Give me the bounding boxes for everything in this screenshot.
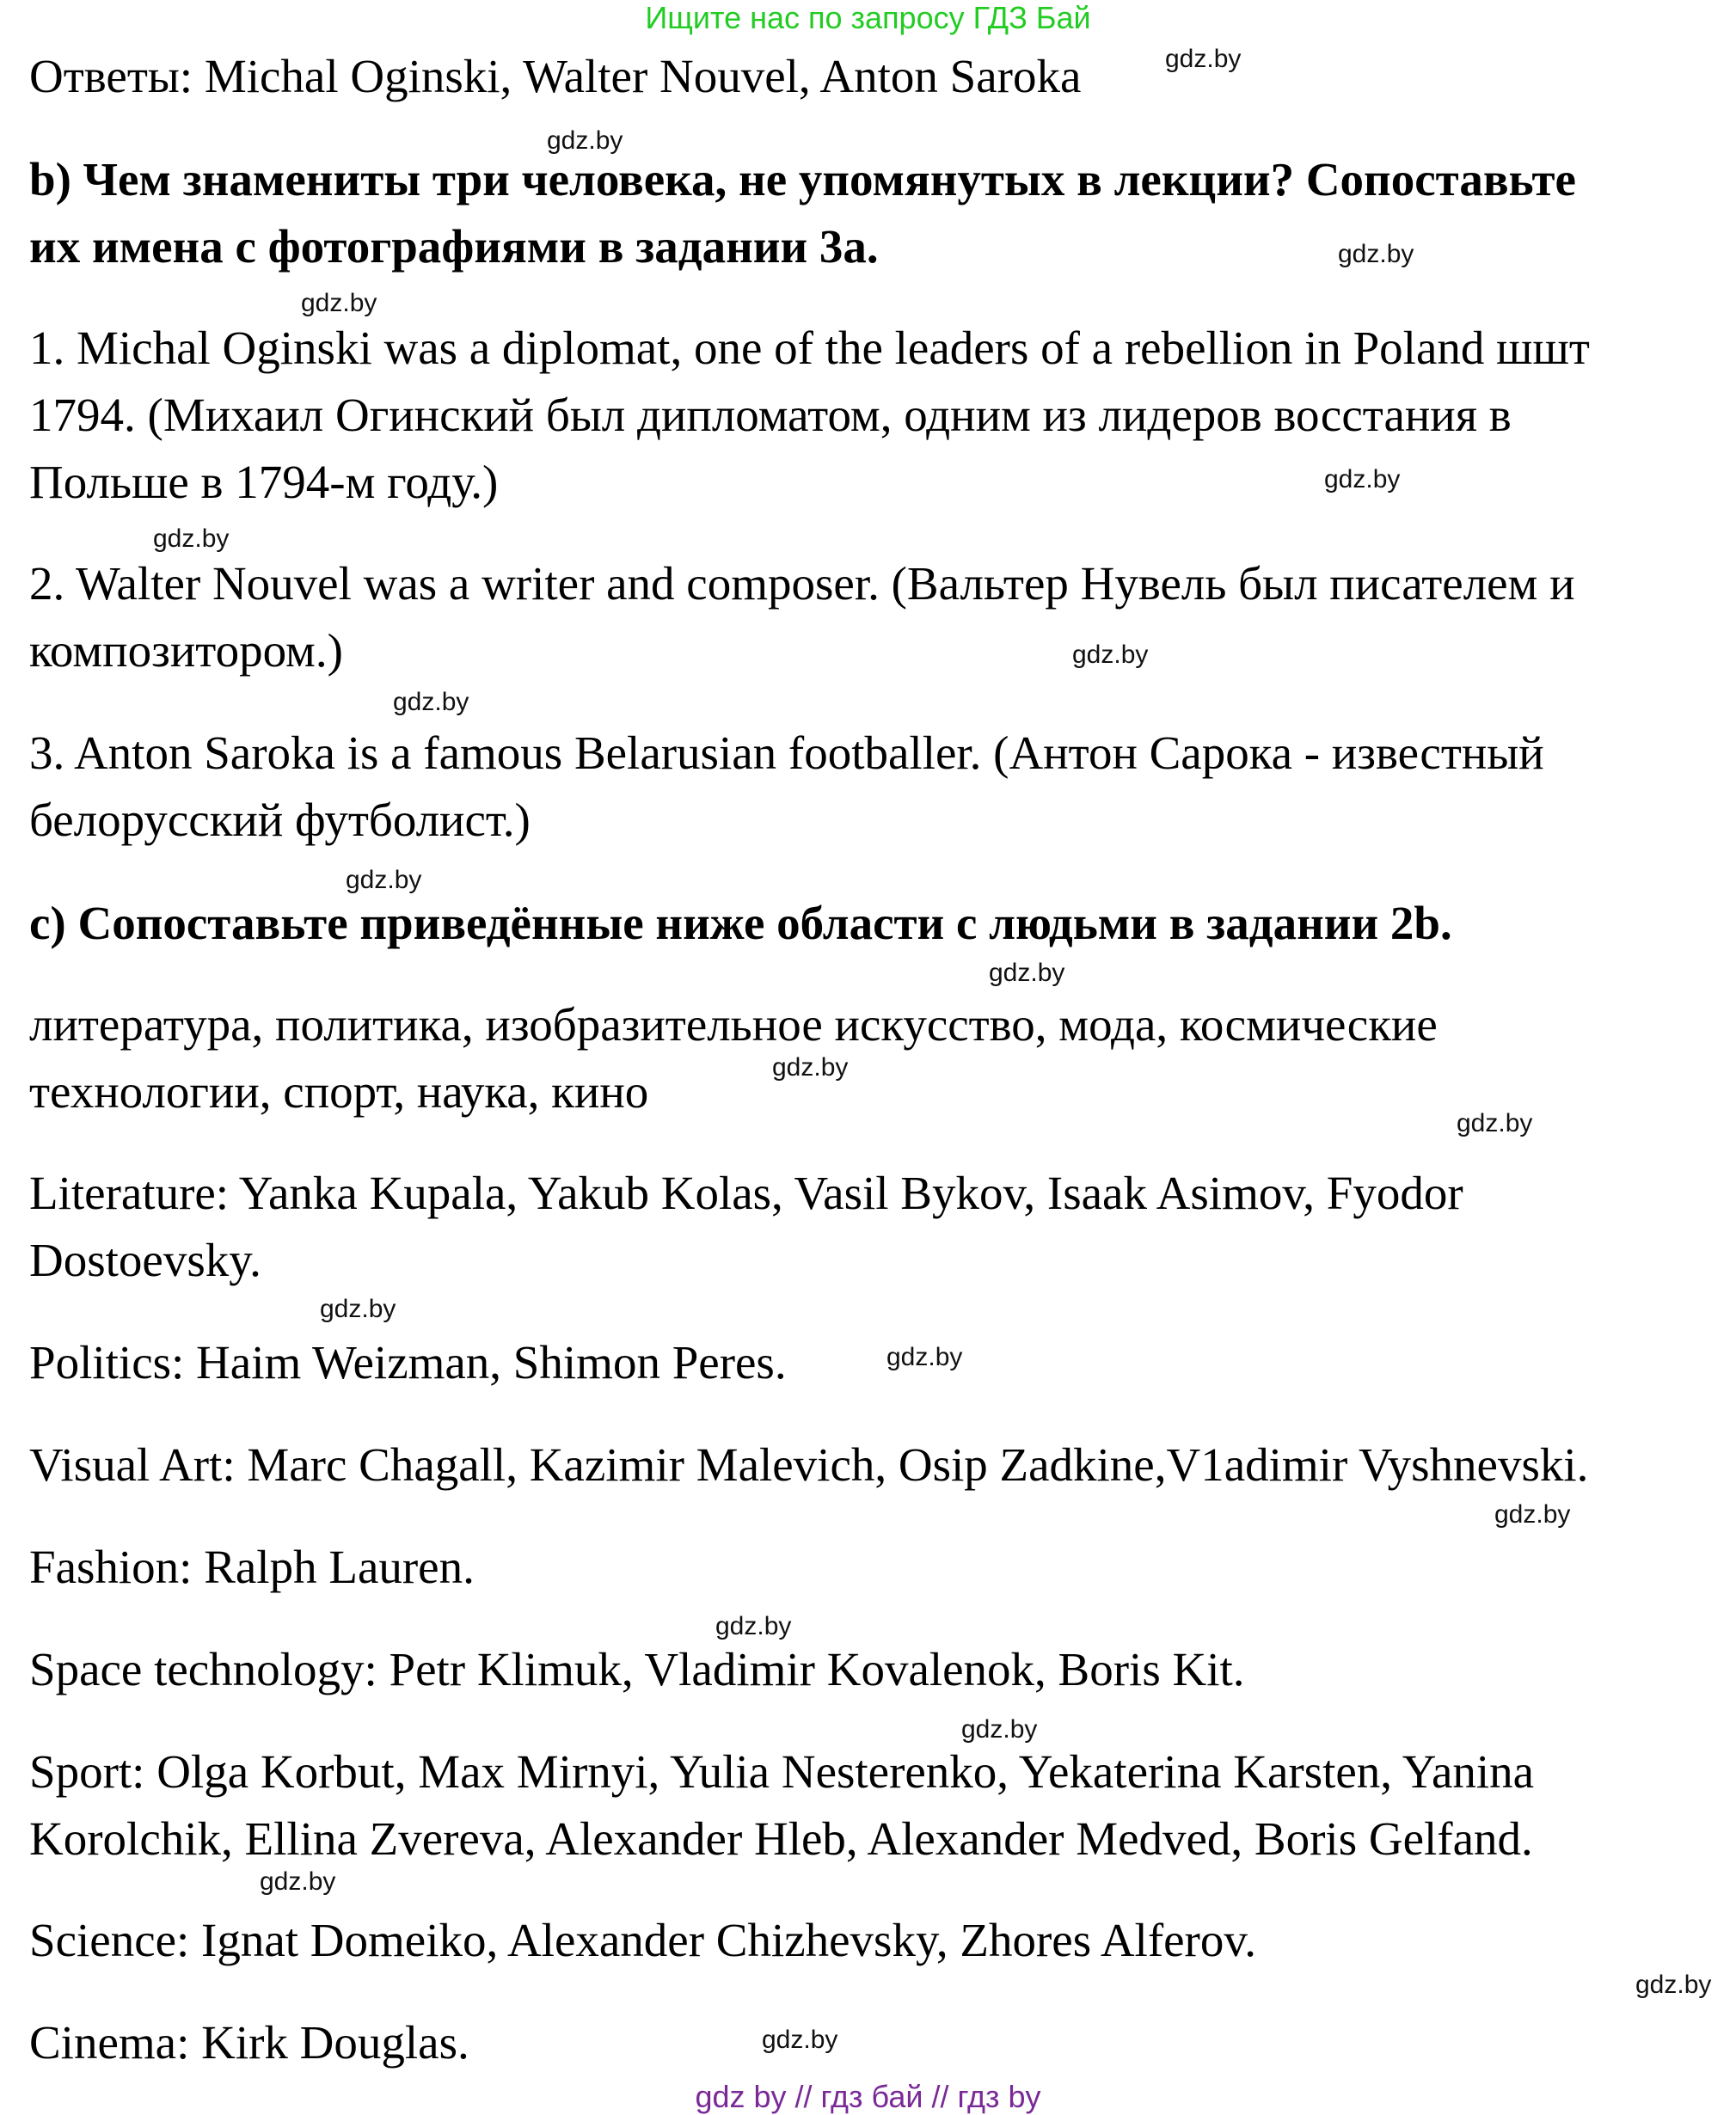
- item-1-line-2: 1794. (Михаил Огинский был дипломатом, одним из лидеров восстания в: [29, 389, 1512, 441]
- watermark: gdz.by: [1324, 465, 1401, 494]
- watermark: gdz.by: [393, 688, 469, 716]
- watermark: gdz.by: [961, 1715, 1038, 1744]
- top-banner: Ищите нас по запросу ГДЗ Бай: [645, 0, 1091, 35]
- item-2-line-2: композитором.): [29, 624, 343, 677]
- watermark: gdz.by: [1457, 1109, 1533, 1137]
- fields-list-line-2: технологии, спорт, наука, кино: [29, 1065, 649, 1118]
- task-c-heading: c) Сопоставьте приведённые ниже области с людьми в задании 2b.: [29, 897, 1452, 949]
- sport-line-1: Sport: Olga Korbut, Max Mirnyi, Yulia Nesterenko, Yekaterina Karsten, Yanina: [29, 1745, 1535, 1798]
- item-3-line-2: белорусский футболист.): [29, 794, 531, 846]
- item-2-line-1: 2. Walter Nouvel was a writer and composer. (Вальтер Нувель был писателем и: [29, 557, 1575, 610]
- watermark: gdz.by: [1072, 641, 1149, 669]
- fields-list-line-1: литература, политика, изобразительное искусство, мода, космические: [29, 998, 1438, 1051]
- watermark: gdz.by: [715, 1612, 792, 1640]
- item-1-line-3: Польше в 1794-м году.): [29, 456, 499, 508]
- watermark: gdz.by: [547, 126, 623, 155]
- answers-line: Ответы: Michal Oginski, Walter Nouvel, Anton Saroka: [29, 50, 1082, 102]
- watermark: gdz.by: [762, 2026, 838, 2054]
- watermark: gdz.by: [301, 289, 377, 317]
- politics-line: Politics: Haim Weizman, Shimon Peres.: [29, 1336, 787, 1389]
- literature-line-2: Dostoevsky.: [29, 1234, 261, 1286]
- watermark: gdz.by: [153, 524, 230, 553]
- item-1-line-1: 1. Michal Oginski was a diplomat, one of the leaders of a rebellion in Poland шшт: [29, 322, 1590, 374]
- item-3-line-1: 3. Anton Saroka is a famous Belarusian footballer. (Антон Сарока - известный: [29, 726, 1544, 779]
- watermark: gdz.by: [260, 1867, 336, 1896]
- watermark: gdz.by: [1165, 45, 1242, 73]
- space-technology-line: Space technology: Petr Klimuk, Vladimir Kovalenok, Boris Kit.: [29, 1643, 1245, 1695]
- watermark: gdz.by: [886, 1343, 963, 1371]
- watermark: gdz.by: [772, 1053, 849, 1082]
- science-line: Science: Ignat Domeiko, Alexander Chizhevsky, Zhores Alferov.: [29, 1914, 1257, 1966]
- footer-watermark: gdz by // гдз бай // гдз by: [695, 2079, 1041, 2114]
- visual-art-line: Visual Art: Marc Chagall, Kazimir Malevich, Osip Zadkine,V1adimir Vyshnevski.: [29, 1438, 1589, 1491]
- watermark: gdz.by: [320, 1295, 396, 1323]
- watermark: gdz.by: [346, 866, 422, 894]
- watermark: gdz.by: [1338, 240, 1414, 268]
- literature-line-1: Literature: Yanka Kupala, Yakub Kolas, Vasil Bykov, Isaak Asimov, Fyodor: [29, 1167, 1463, 1219]
- fashion-line: Fashion: Ralph Lauren.: [29, 1541, 475, 1593]
- watermark: gdz.by: [989, 959, 1065, 987]
- sport-line-2: Korolchik, Ellina Zvereva, Alexander Hleb, Alexander Medved, Boris Gelfand.: [29, 1812, 1533, 1865]
- cinema-line: Cinema: Kirk Douglas.: [29, 2016, 469, 2069]
- watermark: gdz.by: [1494, 1500, 1571, 1529]
- watermark: gdz.by: [1635, 1971, 1712, 1999]
- task-b-heading-line-2: их имена с фотографиями в задании 3а.: [29, 220, 879, 273]
- task-b-heading-line-1: b) Чем знамениты три человека, не упомянутых в лекции? Сопоставьте: [29, 153, 1576, 205]
